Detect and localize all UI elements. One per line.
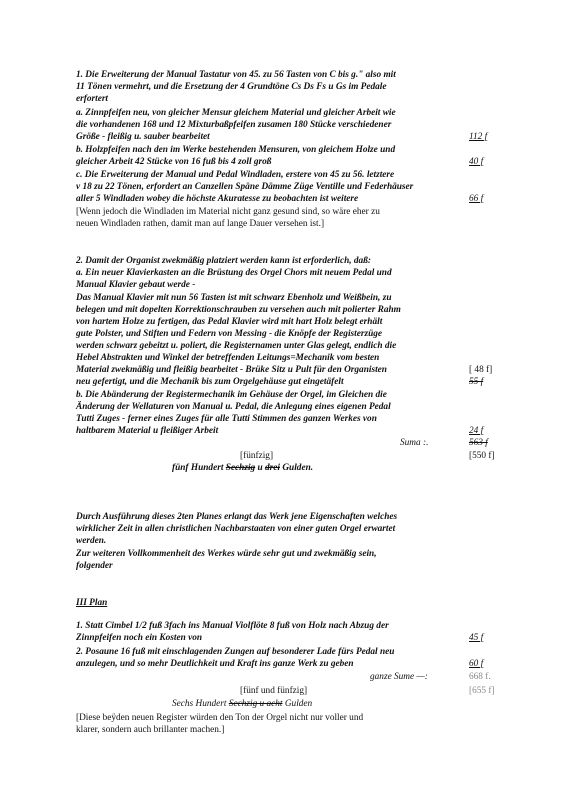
s2-suma-label: Suma :. bbox=[400, 438, 429, 448]
s1-a-amount: 112 f bbox=[469, 132, 488, 142]
s2-b-line-2: Änderung der Wellaturen von Manual u. Pedal, die Anlegung eines eigenen Pedal bbox=[76, 402, 391, 412]
s2-a-line-3: Das Manual Klavier mit nun 56 Tasten ist mit schwarz Ebenholz und Weißbein, zu bbox=[76, 293, 392, 303]
s2-amount-in-words: fünf Hundert Sechzig u drei Gulden. bbox=[172, 463, 314, 473]
s2-b-line-1: b. Die Abänderung der Registermechanik im Gehäuse der Orgel, im Gleichen die bbox=[76, 390, 387, 400]
s1-a-line-3: Größe - fleißig u. sauber bearbeitet bbox=[76, 132, 210, 142]
s1-title-line-2: 11 Tönen vermehrt, und die Ersetzung der 4 Grundtöne Cs Ds Fs u Gs im Pedale bbox=[76, 82, 387, 92]
s2-a-line-10: neu gefertigt, und die Mechanik bis zum Orgelgehäuse gut eingetäfelt bbox=[76, 377, 344, 387]
s2-a-line-7: werden schwarz gebeitzt u. poliert, die Registernamen unter Glas gelegt, endlich die bbox=[76, 341, 397, 351]
plan3-item1-amount: 45 f bbox=[469, 633, 484, 643]
s1-c-line-1: c. Die Erweiterung der Manual und Pedal Windladen, erstere von 45 zu 56. letztere bbox=[76, 170, 395, 180]
plan3-amount-in-words: Sechs Hundert Sechzig u acht Gulden bbox=[172, 699, 313, 709]
s1-c-line-3: aller 5 Windladen wobey die höchste Akuratesse zu beobachten ist weitere bbox=[76, 194, 359, 204]
s2-b-line-4: haltbarem Material u fleißiger Arbeit bbox=[76, 426, 219, 436]
s1-a-line-2: die vorhandenen 168 und 12 Mixturbaßpfeifen zusamen 180 Stücke verschiedener bbox=[76, 120, 392, 130]
s1-c-amount: 66 f bbox=[469, 194, 484, 204]
s1-b-line-2: gleicher Arbeit 42 Stücke von 16 fuß bis 4 zoll groß bbox=[76, 157, 272, 167]
s3-line-5: folgender bbox=[76, 561, 113, 571]
plan3-bracket-word: [fünf und fünfzig] bbox=[240, 686, 308, 696]
s2-a-line-2: Manual Klavier gebaut werde - bbox=[76, 280, 196, 290]
plan3-total-bracket: [655 f] bbox=[469, 686, 495, 696]
s1-b-line-1: b. Holzpfeifen nach den im Werke bestehenden Mensuren, von gleichem Holze und bbox=[76, 145, 396, 155]
s1-title-line-3: erfortert bbox=[76, 94, 109, 104]
s1-a-line-1: a. Zinnpfeifen neu, von gleicher Mensur gleichem Material und gleicher Arbeit wie bbox=[76, 108, 396, 118]
s2-a-line-8: Hebel Abstrakten und Winkel der betreffenden Leitungs=Mechanik vom besten bbox=[76, 353, 380, 363]
plan3-heading: III Plan bbox=[76, 598, 108, 608]
s1-c-line-2: v 18 zu 22 Tönen, erfordert an Canzellen Späne Dämme Züge Ventille und Federhäuser bbox=[76, 182, 414, 192]
plan3-note-line-2: klarer, sondern auch brillanter machen.] bbox=[76, 725, 225, 735]
plan3-item2-line-1: 2. Posaune 16 fuß mit einschlagenden Zungen auf besonderer Lade fürs Pedal neu bbox=[76, 647, 395, 657]
s2-a-line-5: von hartem Holze zu fertigen, das Pedal Klavier wird mit hart Holz belegt erhält bbox=[76, 317, 383, 327]
plan3-item1-line-2: Zinnpfeifen noch ein Kosten von bbox=[76, 633, 203, 643]
s1-b-amount: 40 f bbox=[469, 157, 484, 167]
s3-line-2: wirklicher Zeit in allen christlichen Nachbarstaaten von einer guten Orgel erwartet bbox=[76, 524, 396, 534]
s2-a-line-6: gute Polster, und Stiften und Federn von Messing - die Knöpfe der Registerzüge bbox=[76, 329, 383, 339]
plan3-item1-line-1: 1. Statt Cimbel 1/2 fuß 3fach ins Manual Violflöte 8 fuß von Holz nach Abzug der bbox=[76, 621, 389, 631]
s2-b-amount: 24 f bbox=[469, 426, 484, 436]
s2-bracket-word: [fünfzig] bbox=[240, 451, 274, 461]
s2-a-line-1: a. Ein neuer Klavierkasten an die Brüstung des Orgel Chors mit neuem Pedal und bbox=[76, 268, 392, 278]
s1-note-line-1: [Wenn jedoch die Windladen im Material nicht ganz gesund sind, so wäre eher zu bbox=[76, 207, 380, 217]
plan3-item2-amount: 60 f bbox=[469, 659, 484, 669]
s2-a-amount-struck: 55 f bbox=[469, 377, 484, 387]
plan3-note-line-1: [Diese beÿden neuen Register würden den Ton der Orgel nicht nur voller und bbox=[76, 713, 364, 723]
s2-b-line-3: Tutti Zuges - ferner eines Zuges für alle Tutti Stimmen des ganzen Werkes von bbox=[76, 414, 377, 424]
s2-title: 2. Damit der Organist zwekmäßig platziert werden kann ist erforderlich, daß: bbox=[76, 256, 371, 266]
s2-a-line-9: Material zwekmäßig und fleißig bearbeitet - Brüke Sitz u Pult für den Organisten bbox=[76, 365, 387, 375]
s2-suma-bracket: [550 f] bbox=[469, 451, 495, 461]
s3-line-3: werden. bbox=[76, 536, 107, 546]
s3-line-4: Zur weiteren Vollkommenheit des Werkes würde sehr gut und zwekmäßig sein, bbox=[76, 549, 377, 559]
s3-line-1: Durch Ausführung dieses 2ten Planes erlangt das Werk jene Eigenschaften welches bbox=[76, 512, 398, 522]
plan3-total-label: ganze Sume —: bbox=[370, 672, 428, 682]
s1-note-line-2: neuen Windladen rathen, damit man auf lange Dauer versehen ist.] bbox=[76, 219, 325, 229]
s2-a-amount-bracket: [ 48 f] bbox=[469, 365, 493, 375]
s1-title-line-1: 1. Die Erweiterung der Manual Tastatur von 45. zu 56 Tasten von C bis g." also mit bbox=[76, 70, 396, 80]
s2-suma-struck: 563 f bbox=[469, 438, 488, 448]
plan3-total-amount: 668 f. bbox=[469, 672, 491, 682]
plan3-item2-line-2: anzulegen, und so mehr Deutlichkeit und Kraft ins ganze Werk zu geben bbox=[76, 659, 354, 669]
s2-a-line-4: belegen und mit dopelten Korrektionschrauben zu versehen auch mit polierter Rahm bbox=[76, 305, 401, 315]
